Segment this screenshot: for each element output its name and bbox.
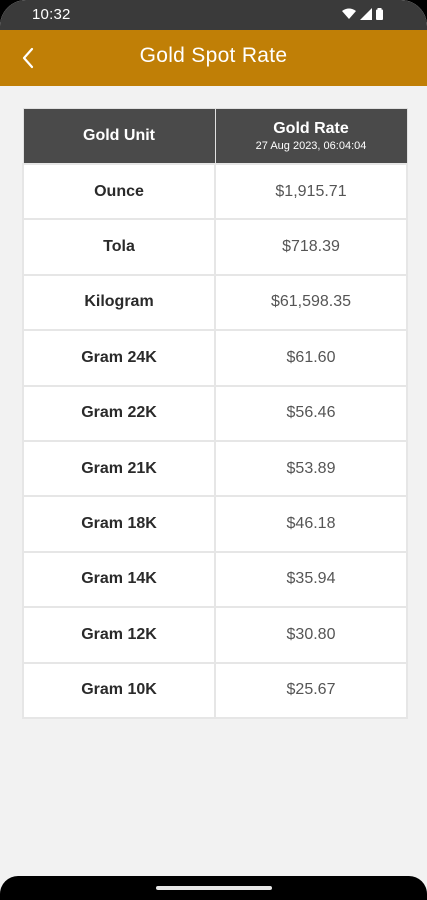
table-header-row [23,109,407,165]
rate-cell: $1,915.71 [215,164,407,219]
rate-cell: $46.18 [215,496,407,551]
content-area [0,86,427,876]
table-row [23,386,407,441]
header-gold-unit [23,109,215,165]
home-indicator[interactable] [156,886,272,890]
table-row [23,441,407,496]
app-bar [0,30,427,86]
page-title: Gold Spot Rate [139,44,288,67]
header-gold-rate-label: Gold Rate [273,120,349,137]
status-icons [342,8,383,20]
status-bar [0,0,427,30]
table-row [23,496,407,551]
header-gold-unit-label: Gold Unit [83,127,155,144]
unit-cell: Gram 18K [23,496,215,551]
rate-cell: $56.46 [215,386,407,441]
rate-cell: $61,598.35 [215,275,407,330]
table-row [23,330,407,385]
header-gold-rate [215,109,407,165]
table-row [23,275,407,330]
status-time: 10:32 [32,6,71,23]
battery-icon [376,8,383,20]
rate-cell: $61.60 [215,330,407,385]
unit-cell: Gram 14K [23,552,215,607]
rate-cell: $25.67 [215,663,407,718]
table-row [23,607,407,662]
rate-cell: $35.94 [215,552,407,607]
unit-cell: Gram 22K [23,386,215,441]
unit-cell: Ounce [23,164,215,219]
table-row [23,164,407,219]
gold-rate-table [22,108,408,719]
unit-cell: Gram 12K [23,607,215,662]
table-row [23,552,407,607]
wifi-icon [342,8,356,20]
unit-cell: Gram 24K [23,330,215,385]
unit-cell: Gram 21K [23,441,215,496]
rate-cell: $30.80 [215,607,407,662]
rate-cell: $53.89 [215,441,407,496]
cellular-signal-icon [360,8,372,20]
unit-cell: Tola [23,219,215,274]
header-rate-timestamp: 27 Aug 2023, 06:04:04 [255,140,367,152]
table-row [23,219,407,274]
table-row [23,663,407,718]
navigation-bar [0,876,427,900]
unit-cell: Kilogram [23,275,215,330]
rate-cell: $718.39 [215,219,407,274]
unit-cell: Gram 10K [23,663,215,718]
